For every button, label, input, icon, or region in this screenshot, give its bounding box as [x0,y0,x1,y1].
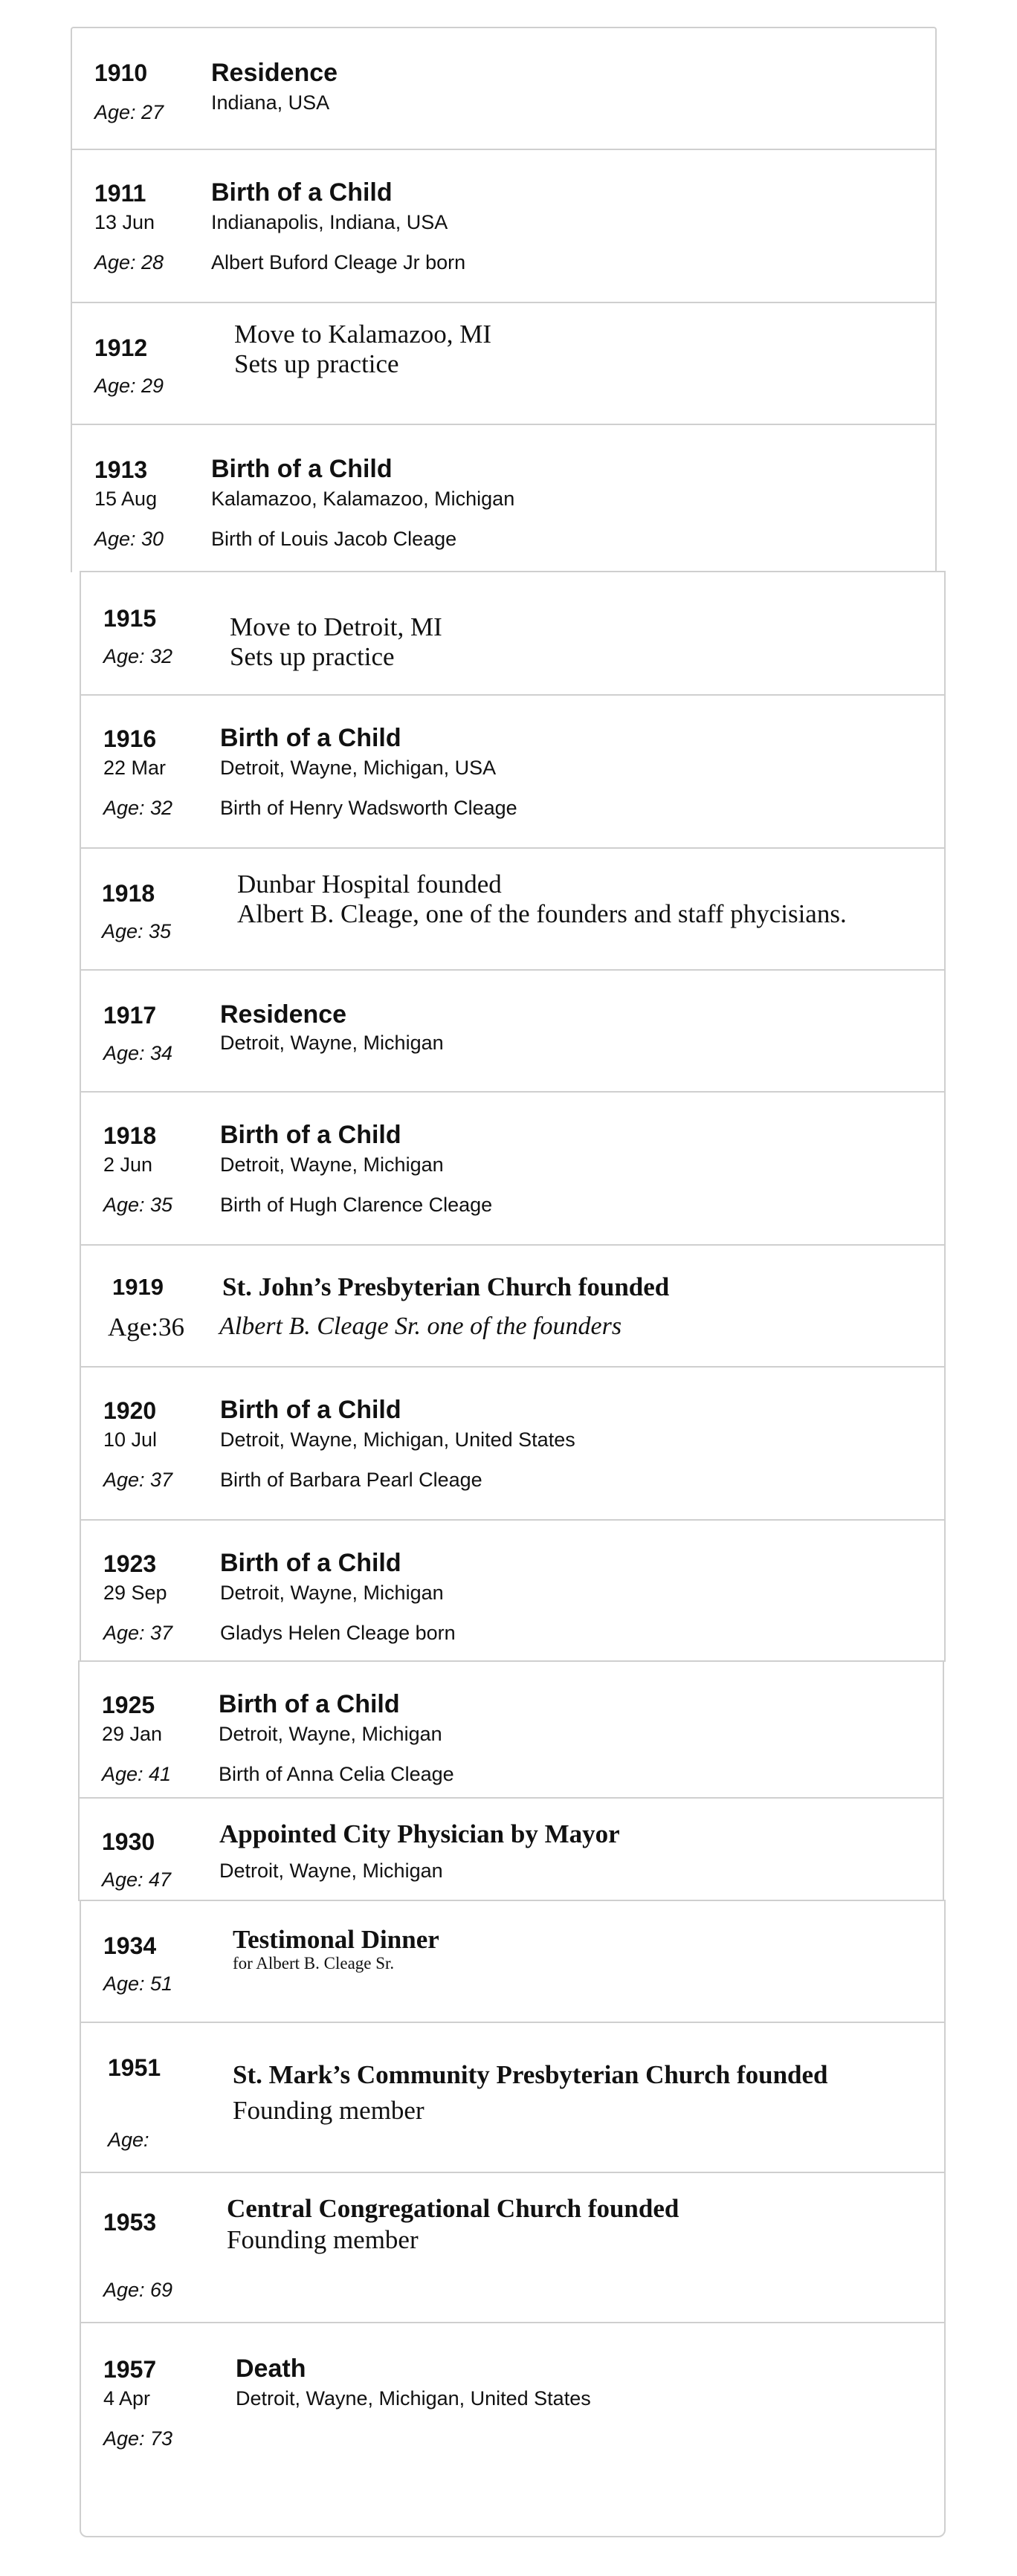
event-description: Birth of Hugh Clarence Cleage [220,1194,493,1216]
event-age: Age: 27 [94,101,164,123]
event-description: Gladys Helen Cleage born [220,1622,456,1644]
event-title: Move to Detroit, MI [230,612,442,641]
event-year: 1912 [94,334,148,361]
event-description: Sets up practice [230,642,395,671]
event-place: Detroit, Wayne, Michigan [220,1582,444,1604]
timeline-entry [80,1366,946,1521]
event-year: 1910 [94,59,148,86]
event-year: 1913 [94,456,148,483]
event-title: Birth of a Child [219,1690,400,1718]
timeline-entry [80,1091,946,1246]
event-place: Indianapolis, Indiana, USA [211,211,448,233]
event-title: Central Congregational Church founded [227,2194,679,2223]
event-date: 10 Jul [103,1428,158,1451]
event-age: Age: [108,2129,149,2151]
event-age: Age: 29 [94,375,164,397]
timeline-entry [80,969,946,1093]
event-place: Detroit, Wayne, Michigan, United States [220,1428,575,1451]
event-age: Age: 41 [102,1763,172,1785]
event-title: Birth of a Child [220,1549,401,1577]
event-place: Detroit, Wayne, Michigan [219,1860,443,1882]
event-title: Birth of a Child [211,178,393,207]
timeline-entry [80,1900,946,2023]
event-year: 1953 [103,2209,157,2236]
timeline-entry [80,2172,946,2323]
event-title: Appointed City Physician by Mayor [219,1819,620,1848]
event-year: 1930 [102,1828,155,1855]
event-description: Founding member [233,2096,424,2125]
timeline-entry [80,571,946,696]
event-age: Age: 37 [103,1469,173,1491]
event-year: 1951 [108,2054,161,2081]
event-description: Founding member [227,2225,419,2254]
event-description: Albert B. Cleage Sr. one of the founders [219,1313,622,1340]
event-year: 1934 [103,1932,157,1959]
event-title: Residence [211,59,338,87]
event-place: Detroit, Wayne, Michigan [220,1032,444,1054]
event-year: 1919 [112,1274,164,1300]
event-description: Birth of Henry Wadsworth Cleage [220,797,517,819]
event-age: Age: 73 [103,2427,173,2450]
event-year: 1925 [102,1692,155,1718]
event-date: 22 Mar [103,757,167,779]
event-age: Age:36 [108,1313,185,1342]
event-age: Age: 35 [103,1194,173,1216]
event-year: 1915 [103,605,157,632]
event-age: Age: 51 [103,1973,173,1995]
event-year: 1916 [103,725,157,752]
timeline-entry [80,1244,946,1368]
event-age: Age: 32 [103,797,173,819]
event-title: Birth of a Child [220,1121,401,1149]
event-age: Age: 30 [94,528,164,550]
event-description: Sets up practice [234,349,399,378]
event-title: Birth of a Child [211,455,393,483]
event-title: Birth of a Child [220,1396,401,1424]
event-place: Detroit, Wayne, Michigan, United States [236,2387,591,2410]
event-age: Age: 69 [103,2279,173,2301]
event-title: Move to Kalamazoo, MI [234,320,492,349]
event-title: Dunbar Hospital founded [237,870,502,899]
event-place: Detroit, Wayne, Michigan, USA [220,757,497,779]
timeline-entry [71,27,937,150]
event-age: Age: 37 [103,1622,173,1644]
event-description: for Albert B. Cleage Sr. [233,1954,395,1973]
event-description: Birth of Louis Jacob Cleage [211,528,457,550]
event-age: Age: 28 [94,251,164,274]
timeline-entry [80,2022,946,2173]
event-date: 29 Jan [102,1723,163,1745]
event-date: 2 Jun [103,1153,153,1176]
event-title: Residence [220,1000,347,1029]
timeline-entry [78,1660,944,1799]
timeline-entry [71,424,937,572]
event-year: 1918 [102,880,155,907]
event-year: 1923 [103,1550,157,1577]
timeline-entry [71,302,937,425]
event-title: Death [236,2355,306,2383]
timeline-entry [80,847,946,971]
event-year: 1911 [94,180,146,207]
event-description: Birth of Barbara Pearl Cleage [220,1469,482,1491]
event-age: Age: 34 [103,1042,173,1064]
timeline-entry [78,1797,944,1901]
timeline-entry [80,1519,946,1662]
timeline-entry [80,694,946,849]
event-title: Birth of a Child [220,724,401,752]
timeline-entry [80,2322,946,2537]
event-age: Age: 32 [103,645,173,667]
event-description: Birth of Anna Celia Cleage [219,1763,454,1785]
event-date: 15 Aug [94,488,158,510]
event-year: 1917 [103,1002,157,1029]
event-year: 1918 [103,1122,157,1149]
event-description: Albert Buford Cleage Jr born [211,251,466,274]
event-age: Age: 35 [102,920,172,942]
event-year: 1920 [103,1397,157,1424]
event-place: Detroit, Wayne, Michigan [219,1723,442,1745]
event-place: Kalamazoo, Kalamazoo, Michigan [211,488,515,510]
event-date: 13 Jun [94,211,155,233]
event-title: St. John’s Presbyterian Church founded [222,1272,670,1301]
event-title: St. Mark’s Community Presbyterian Church founded [233,2060,828,2089]
event-place: Detroit, Wayne, Michigan [220,1153,444,1176]
event-place: Indiana, USA [211,91,330,114]
event-description: Albert B. Cleage, one of the founders and staff phycisians. [237,899,847,928]
event-date: 29 Sep [103,1582,167,1604]
event-date: 4 Apr [103,2387,151,2410]
event-title: Testimonal Dinner [233,1925,439,1954]
event-age: Age: 47 [102,1868,172,1891]
event-year: 1957 [103,2356,157,2383]
timeline-entry [71,149,937,303]
